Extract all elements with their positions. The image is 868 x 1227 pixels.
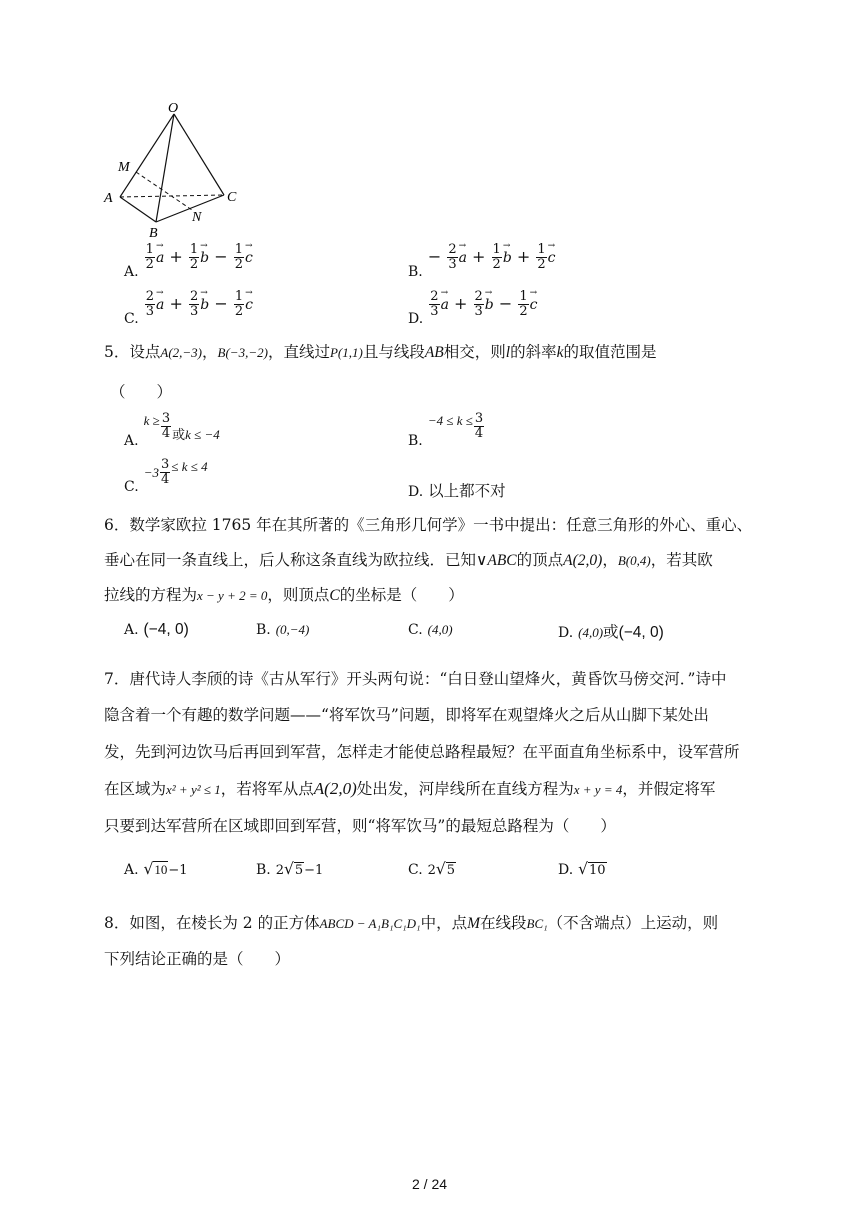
q7-option-c[interactable]: C. 2√5 <box>408 860 456 878</box>
q7-line-1: 7．唐代诗人李颀的诗《古从军行》开头两句说：“白日登山望烽火，黄昏饮马傍交河．”诗中 <box>104 670 727 688</box>
q7-line-3: 发，先到河边饮马后再回到军营，怎样走才能使总路程最短？在平面直角坐标系中，设军营所 <box>104 743 740 761</box>
label-B: B <box>149 226 158 240</box>
q4-option-a[interactable]: A. $\frac{1}{2}$ → a + $\frac{1}{2}$ → b − $\frac{1}{2}$ → c <box>124 243 253 272</box>
label-A: A <box>104 191 113 206</box>
label-N: N <box>192 210 202 225</box>
segment-MN-dashed <box>136 172 192 210</box>
q5-option-d[interactable]: D. 以上都不对 <box>408 482 506 500</box>
option-label: B. <box>408 264 423 280</box>
edge-OC <box>174 114 224 195</box>
q6-option-a[interactable]: A. (−4, 0) <box>124 621 189 638</box>
page-number: 2 / 24 <box>412 1176 448 1192</box>
label-C: C <box>227 190 237 205</box>
q6-option-b[interactable]: B. (0,−4) <box>256 622 310 638</box>
edge-OB <box>156 114 174 222</box>
q5-option-b[interactable]: B. $^{-4 \le k \le}$ $\frac{3}{4}$ <box>408 411 484 449</box>
q5-option-a[interactable]: A. $^{k \ge}$ $\frac{3}{4}$ $_{或k \le -4}$ <box>124 411 220 449</box>
label-O: O <box>168 101 179 116</box>
q5-option-c[interactable]: C. −3 $\frac{3}{4}$ $^{\le k \le 4}$ <box>124 457 208 495</box>
option-label: C. <box>124 311 139 327</box>
q4-option-b[interactable]: B. − $\frac{2}{3}$ → a + $\frac{1}{2}$ → b + $\frac{1}{2}$ → c <box>408 243 556 272</box>
q4-option-c[interactable]: C. $\frac{2}{3}$ → a + $\frac{2}{3}$ → b − $\frac{1}{2}$ → c <box>124 290 253 319</box>
edge-OA <box>120 114 174 197</box>
q6-line-1: 6．数学家欧拉 1765 年在其所著的《三角形几何学》一书中提出：任意三角形的外心、重心、 <box>104 516 753 534</box>
q7-option-d[interactable]: D. √10 <box>558 860 606 878</box>
q7-line-2: 隐含着一个有趣的数学问题——“将军饮马”问题，即将军在观望烽火之后从山脚下某处出 <box>104 706 709 724</box>
q8-line-1: 8．如图，在棱长为 2 的正方体ABCD − A₁B₁C₁D₁中，点M在线段BC₁（不含端点）上运动，则 <box>104 914 719 932</box>
q4-option-d[interactable]: D. $\frac{2}{3}$ → a + $\frac{2}{3}$ → b − $\frac{1}{2}$ → c <box>408 290 537 319</box>
q8-line-2: 下列结论正确的是（ ） <box>104 950 291 968</box>
q6-option-c[interactable]: C. (4,0) <box>408 622 453 638</box>
q7-line-5: 只要到达军营所在区域即回到军营，则“将军饮马”的最短总路程为（ ） <box>104 817 616 835</box>
q5-paren: （ ） <box>110 383 173 401</box>
edge-AB <box>120 197 156 222</box>
option-label: A. <box>124 264 139 280</box>
q6-line-3: 拉线的方程为x − y + 2 = 0，则顶点C的坐标是（ ） <box>104 586 464 604</box>
option-label: D. <box>408 311 424 327</box>
q6-line-2: 垂心在同一条直线上，后人称这条直线为欧拉线．已知∨ABC的顶点A(2,0)，B(0,4)，若其欧 <box>104 551 713 569</box>
q7-option-b[interactable]: B. 2√5−1 <box>256 860 324 878</box>
q7-option-a[interactable]: A. √10−1 <box>124 860 188 878</box>
tetrahedron-figure <box>100 100 260 240</box>
q7-line-4: 在区域为x² + y² ≤ 1，若将军从点A(2,0)处出发，河岸线所在直线方程为x + y = 4，并假定将军 <box>104 779 716 798</box>
q5-stem: 5．设点A(2,−3)，B(−3,−2)，直线过P(1,1)且与线段AB相交，则l的斜率k的取值范围是 <box>104 343 657 361</box>
q6-option-d[interactable]: D. (4,0)或(−4, 0) <box>558 623 664 641</box>
label-M: M <box>118 160 130 175</box>
